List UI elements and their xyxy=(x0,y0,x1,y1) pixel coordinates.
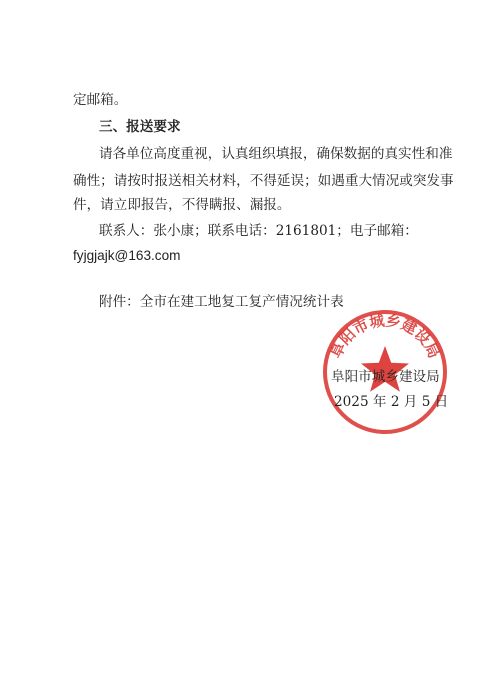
attachment-line: 附件：全市在建工地复工复产情况统计表 xyxy=(99,294,344,310)
seal-text: 阜阳市城乡建设局 xyxy=(326,311,444,362)
issue-date: 2025 年 2 月 5 日 xyxy=(334,394,449,410)
body-line-3: 请各单位高度重视，认真组织填报，确保数据的真实性和准 xyxy=(99,146,453,162)
issuer-name: 阜阳市城乡建设局 xyxy=(331,369,440,385)
body-line-5: 件，请立即报告，不得瞒报、漏报。 xyxy=(73,197,291,213)
email-address: fyjgjajk@163.com xyxy=(73,248,181,263)
contact-line: 联系人：张小康；联系电话：2161801；电子邮箱： xyxy=(99,223,418,239)
body-line-1: 定邮箱。 xyxy=(73,92,128,108)
section-heading: 三、报送要求 xyxy=(99,119,181,135)
body-line-4: 确性；请按时报送相关材料，不得延误；如遇重大情况或突发事 xyxy=(73,173,454,189)
